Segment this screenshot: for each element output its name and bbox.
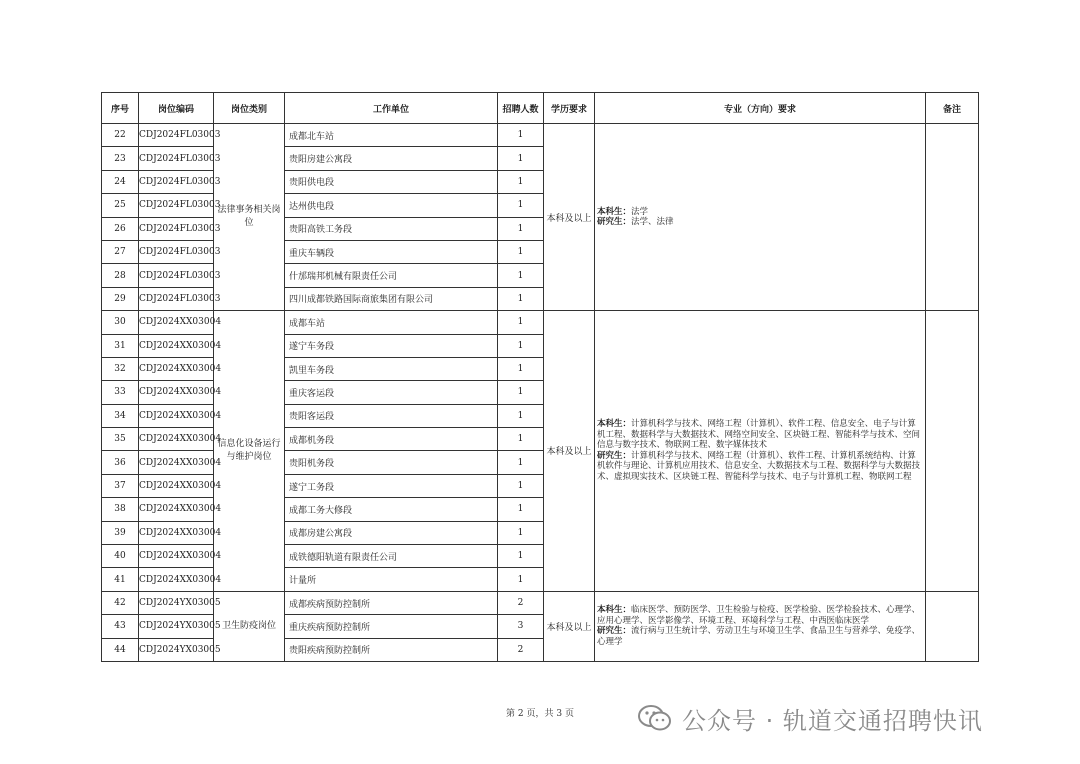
- cell-count: 1: [498, 451, 544, 474]
- major-list-text: 流行病与卫生统计学、劳动卫生与环境卫生学、食品卫生与营养学、免疫学、心理学: [597, 626, 921, 647]
- cell-category: 信息化设备运行与维护岗位: [214, 311, 285, 592]
- cell-code: CDJ2024YX03005: [139, 615, 214, 638]
- cell-count: 1: [498, 124, 544, 147]
- cell-code: CDJ2024FL03003: [139, 264, 214, 287]
- table-row: [102, 124, 979, 147]
- cell-unit: 成都房建公寓段: [285, 521, 498, 544]
- header-code: 岗位编码: [139, 93, 214, 124]
- cell-count: 1: [498, 357, 544, 380]
- cell-unit: 重庆车辆段: [285, 240, 498, 263]
- cell-category: 卫生防疫岗位: [214, 591, 285, 661]
- cell-no: 25: [102, 194, 139, 217]
- table-header-row: [102, 93, 979, 124]
- cell-no: 39: [102, 521, 139, 544]
- major-level-label: 本科生：: [597, 419, 632, 430]
- cell-unit: 贵阳机务段: [285, 451, 498, 474]
- cell-no: 42: [102, 591, 139, 614]
- cell-major: [595, 591, 926, 661]
- cell-count: 1: [498, 545, 544, 568]
- cell-unit: 什邡瑞邦机械有限责任公司: [285, 264, 498, 287]
- cell-count: 1: [498, 287, 544, 310]
- cell-code: CDJ2024XX03004: [139, 545, 214, 568]
- cell-major: [595, 311, 926, 592]
- cell-count: 1: [498, 170, 544, 193]
- cell-major: [595, 124, 926, 311]
- cell-code: CDJ2024FL03003: [139, 240, 214, 263]
- cell-count: 2: [498, 638, 544, 661]
- cell-education: 本科及以上: [544, 591, 595, 661]
- cell-count: 1: [498, 568, 544, 591]
- cell-code: CDJ2024XX03004: [139, 474, 214, 497]
- cell-remark: [926, 591, 979, 661]
- cell-unit: 重庆疾病预防控制所: [285, 615, 498, 638]
- cell-count: 2: [498, 591, 544, 614]
- major-list-text: 临床医学、预防医学、卫生检验与检疫、医学检验、医学检验技术、心理学、应用心理学、医学影像学、环境工程、环境科学与工程、中西医临床医学: [597, 605, 921, 626]
- cell-code: CDJ2024FL03003: [139, 217, 214, 240]
- cell-no: 34: [102, 404, 139, 427]
- table-row: [102, 311, 979, 334]
- cell-unit: 成都车站: [285, 311, 498, 334]
- cell-unit: 成都工务大修段: [285, 498, 498, 521]
- cell-count: 1: [498, 381, 544, 404]
- cell-no: 22: [102, 124, 139, 147]
- cell-no: 32: [102, 357, 139, 380]
- table-body: [102, 124, 979, 662]
- cell-no: 28: [102, 264, 139, 287]
- cell-count: 1: [498, 404, 544, 427]
- major-level-label: 研究生：: [597, 450, 632, 461]
- major-line: [597, 451, 923, 483]
- cell-unit: 贵阳疾病预防控制所: [285, 638, 498, 661]
- major-line: [597, 605, 923, 626]
- major-line: [597, 419, 923, 451]
- wechat-icon: [638, 704, 672, 732]
- cell-count: 1: [498, 334, 544, 357]
- major-level-label: 本科生：: [597, 605, 632, 616]
- cell-code: CDJ2024XX03004: [139, 381, 214, 404]
- cell-no: 29: [102, 287, 139, 310]
- cell-no: 41: [102, 568, 139, 591]
- major-line: [597, 207, 923, 218]
- cell-count: 1: [498, 474, 544, 497]
- table-row: [102, 591, 979, 614]
- cell-code: CDJ2024YX03005: [139, 638, 214, 661]
- cell-no: 37: [102, 474, 139, 497]
- cell-count: 3: [498, 615, 544, 638]
- major-level-label: 本科生：: [597, 206, 632, 217]
- cell-unit: 贵阳高铁工务段: [285, 217, 498, 240]
- cell-code: CDJ2024XX03004: [139, 334, 214, 357]
- cell-unit: 成都北车站: [285, 124, 498, 147]
- cell-no: 35: [102, 428, 139, 451]
- major-list-text: 法学、法律: [631, 217, 674, 228]
- cell-code: CDJ2024FL03003: [139, 194, 214, 217]
- cell-count: 1: [498, 240, 544, 263]
- cell-code: CDJ2024XX03004: [139, 357, 214, 380]
- header-education: 学历要求: [544, 93, 595, 124]
- watermark: [638, 702, 983, 734]
- major-line: [597, 217, 923, 228]
- cell-code: CDJ2024FL03003: [139, 147, 214, 170]
- recruitment-table: [101, 92, 979, 662]
- cell-no: 33: [102, 381, 139, 404]
- header-major: 专业（方向）要求: [595, 93, 926, 124]
- page-number: 第 2 页，共 3 页: [506, 709, 574, 719]
- cell-education: 本科及以上: [544, 311, 595, 592]
- cell-count: 1: [498, 521, 544, 544]
- major-list-text: 法学: [631, 206, 649, 217]
- cell-code: CDJ2024YX03005: [139, 591, 214, 614]
- cell-code: CDJ2024XX03004: [139, 521, 214, 544]
- major-list-text: 计算机科学与技术、网络工程（计算机）、软件工程、信息安全、电子与计算机工程、数据科学与大数据技术、网络空间安全、区块链工程、智能科学与技术、空间信息与数字技术、物联网工程、数字媒体技术: [597, 419, 921, 451]
- cell-remark: [926, 311, 979, 592]
- cell-unit: 重庆客运段: [285, 381, 498, 404]
- watermark-text: 公众号 · 轨道交通招聘快讯: [682, 706, 983, 735]
- cell-unit: 成都疾病预防控制所: [285, 591, 498, 614]
- cell-unit: 凯里车务段: [285, 357, 498, 380]
- cell-code: CDJ2024FL03003: [139, 287, 214, 310]
- cell-code: CDJ2024XX03004: [139, 311, 214, 334]
- cell-no: 26: [102, 217, 139, 240]
- cell-unit: 遂宁工务段: [285, 474, 498, 497]
- cell-no: 30: [102, 311, 139, 334]
- cell-count: 1: [498, 428, 544, 451]
- cell-unit: 遂宁车务段: [285, 334, 498, 357]
- cell-code: CDJ2024XX03004: [139, 404, 214, 427]
- header-remark: 备注: [926, 93, 979, 124]
- cell-unit: 成都机务段: [285, 428, 498, 451]
- cell-no: 40: [102, 545, 139, 568]
- cell-code: CDJ2024FL03003: [139, 170, 214, 193]
- cell-no: 43: [102, 615, 139, 638]
- cell-no: 44: [102, 638, 139, 661]
- cell-no: 24: [102, 170, 139, 193]
- cell-code: CDJ2024XX03004: [139, 498, 214, 521]
- cell-unit: 四川成都铁路国际商旅集团有限公司: [285, 287, 498, 310]
- cell-code: CDJ2024XX03004: [139, 568, 214, 591]
- header-count: 招聘人数: [498, 93, 544, 124]
- cell-unit: 贵阳供电段: [285, 170, 498, 193]
- cell-code: CDJ2024XX03004: [139, 428, 214, 451]
- cell-count: 1: [498, 194, 544, 217]
- cell-count: 1: [498, 264, 544, 287]
- cell-count: 1: [498, 311, 544, 334]
- major-level-label: 研究生：: [597, 626, 632, 637]
- cell-count: 1: [498, 498, 544, 521]
- major-level-label: 研究生：: [597, 217, 632, 228]
- cell-unit: 计量所: [285, 568, 498, 591]
- header-no: 序号: [102, 93, 139, 124]
- cell-count: 1: [498, 217, 544, 240]
- cell-remark: [926, 124, 979, 311]
- cell-code: CDJ2024FL03003: [139, 124, 214, 147]
- cell-unit: 贵阳客运段: [285, 404, 498, 427]
- cell-category: 法律事务相关岗位: [214, 124, 285, 311]
- cell-no: 27: [102, 240, 139, 263]
- cell-no: 36: [102, 451, 139, 474]
- cell-no: 31: [102, 334, 139, 357]
- cell-no: 38: [102, 498, 139, 521]
- cell-unit: 贵阳房建公寓段: [285, 147, 498, 170]
- major-list-text: 计算机科学与技术、网络工程（计算机）、软件工程、计算机系统结构、计算机软件与理论、计算机应用技术、信息安全、大数据技术与工程、数据科学与大数据技术、虚拟现实技术、区块链工程、智能科学与技术、电子与计算机工程、物联网工程: [597, 450, 921, 482]
- cell-unit: 成铁德阳轨道有限责任公司: [285, 545, 498, 568]
- cell-count: 1: [498, 147, 544, 170]
- cell-no: 23: [102, 147, 139, 170]
- cell-unit: 达州供电段: [285, 194, 498, 217]
- cell-code: CDJ2024XX03004: [139, 451, 214, 474]
- major-line: [597, 626, 923, 647]
- header-unit: 工作单位: [285, 93, 498, 124]
- cell-education: 本科及以上: [544, 124, 595, 311]
- header-category: 岗位类别: [214, 93, 285, 124]
